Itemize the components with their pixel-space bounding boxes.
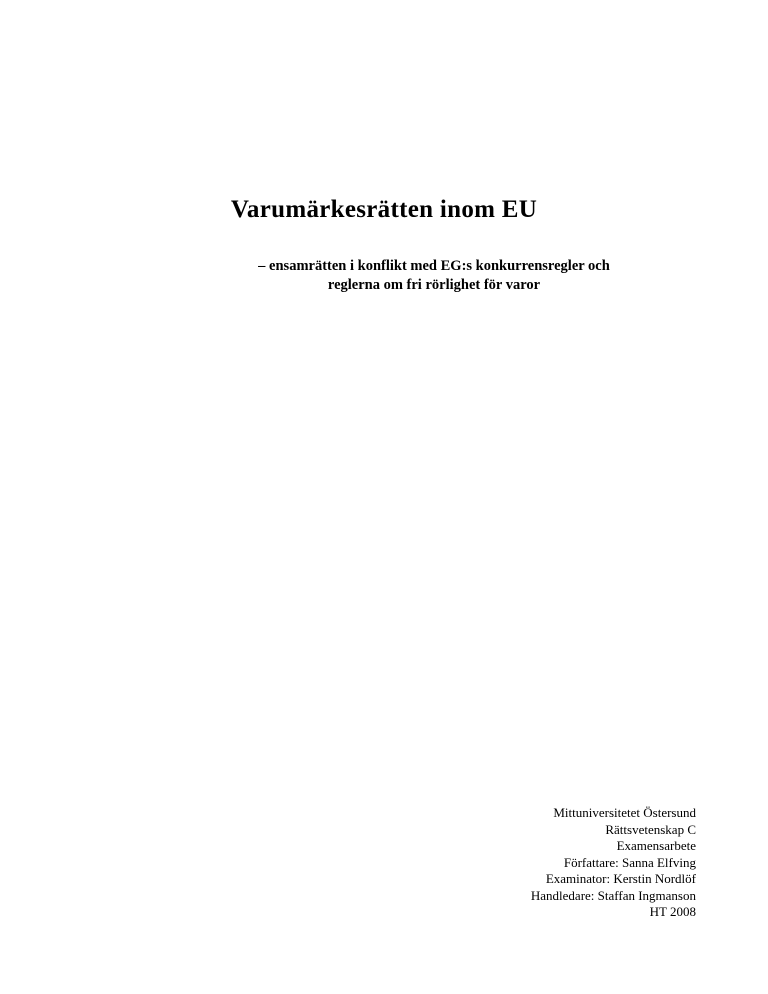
info-author: Författare: Sanna Elfving <box>563 854 696 870</box>
info-work-type: Examensarbete <box>616 838 696 853</box>
subtitle-line-2: reglerna om fri rörlighet för varor <box>327 277 541 293</box>
info-subject: Rättsvetenskap C <box>605 821 696 837</box>
document-subtitle <box>0 257 768 295</box>
info-term: HT 2008 <box>649 904 696 919</box>
document-title: Varumärkesrätten inom EU <box>230 196 538 223</box>
subtitle-line-1: – ensamrätten i konflikt med EG:s konkurrensregler och <box>258 258 610 274</box>
author-info-block <box>531 805 696 921</box>
info-supervisor: Handledare: Staffan Ingmanson <box>530 887 696 903</box>
info-examiner: Examinator: Kerstin Nordlöf <box>545 871 696 886</box>
info-university: Mittuniversitetet Östersund <box>553 805 696 820</box>
